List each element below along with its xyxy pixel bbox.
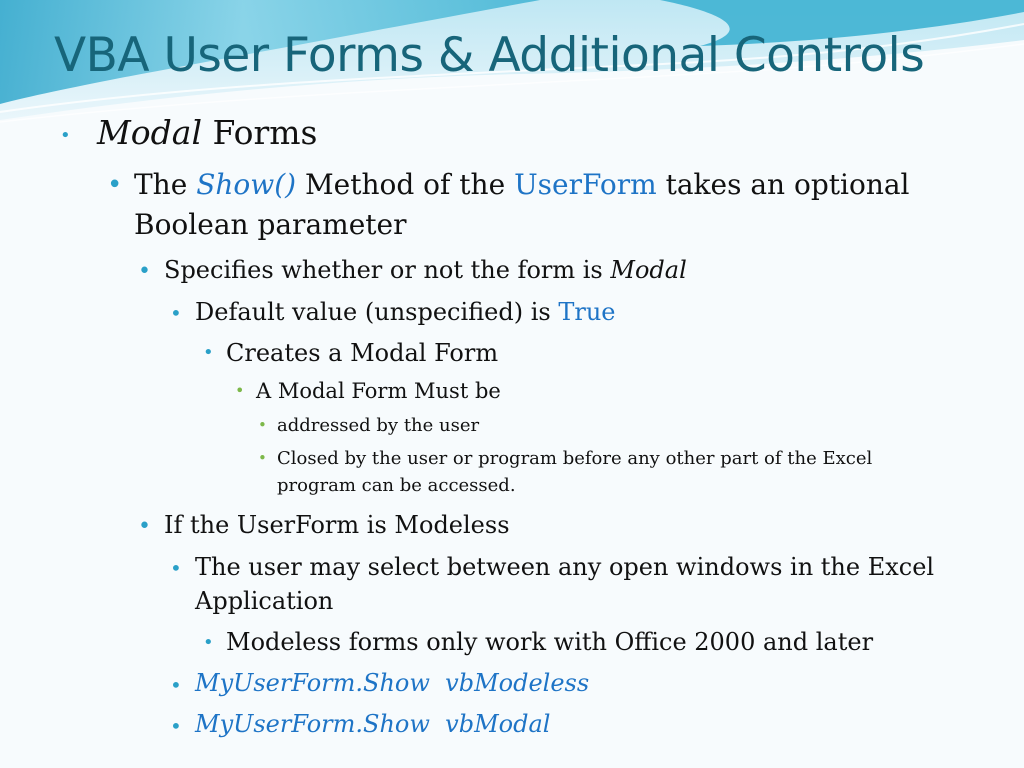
text: Method of the	[296, 168, 515, 201]
bullet-user-may-select-line2: Application	[195, 587, 334, 615]
bullet-addressed-by-user: addressed by the user	[277, 415, 480, 436]
bullet-default-value	[195, 298, 615, 326]
bullet-dot: •	[203, 632, 214, 653]
text: The	[134, 168, 197, 201]
text: Default value (unspecified) is	[195, 298, 559, 326]
text-italic: Modal	[610, 256, 687, 284]
bullet-creates-modal-form: Creates a Modal Form	[226, 339, 499, 367]
bullet-show-method-line1	[134, 168, 910, 201]
bullet-dot: •	[203, 342, 214, 363]
bullet-modal-form-must-be: A Modal Form Must be	[256, 379, 501, 403]
userform-text: UserForm	[514, 168, 657, 201]
bullet-modeless-office-2000: Modeless forms only work with Office 2000 and later	[226, 628, 874, 656]
bullet-dot: •	[235, 381, 245, 400]
bullet-dot: •	[60, 125, 71, 146]
bullet-dot: •	[170, 301, 182, 325]
bullet-dot: •	[170, 673, 182, 697]
slide-title: VBA User Forms & Additional Controls	[54, 28, 925, 83]
bullet-dot: •	[258, 416, 267, 434]
bullet-modal-forms	[97, 113, 317, 152]
bullet-user-may-select-line1: The user may select between any open windows in the Excel	[195, 553, 935, 581]
text: Specifies whether or not the form is	[164, 256, 611, 284]
show-method-text: Show()	[196, 168, 297, 201]
bullet-specifies-modal	[164, 256, 687, 284]
bullet-closed-by-user-line1: Closed by the user or program before any other part of the Excel	[277, 448, 873, 469]
bullet-userform-modeless: If the UserForm is Modeless	[164, 511, 510, 539]
code-show-modal: MyUserForm.Show vbModal	[195, 710, 551, 738]
bullet-closed-by-user-line2: program can be accessed.	[277, 475, 516, 496]
text: takes an optional	[656, 168, 910, 201]
bullet-dot: •	[170, 556, 182, 580]
bullet-dot: •	[258, 449, 267, 467]
bullet-dot: •	[138, 259, 151, 284]
text-italic: Modal	[97, 113, 203, 152]
code-show-modeless: MyUserForm.Show vbModeless	[195, 669, 590, 697]
text: Forms	[202, 113, 318, 152]
bullet-dot: •	[138, 514, 151, 539]
bullet-dot: •	[170, 714, 182, 738]
true-text: True	[558, 298, 616, 326]
bullet-show-method-line2: Boolean parameter	[134, 208, 407, 241]
bullet-dot: •	[107, 170, 123, 200]
